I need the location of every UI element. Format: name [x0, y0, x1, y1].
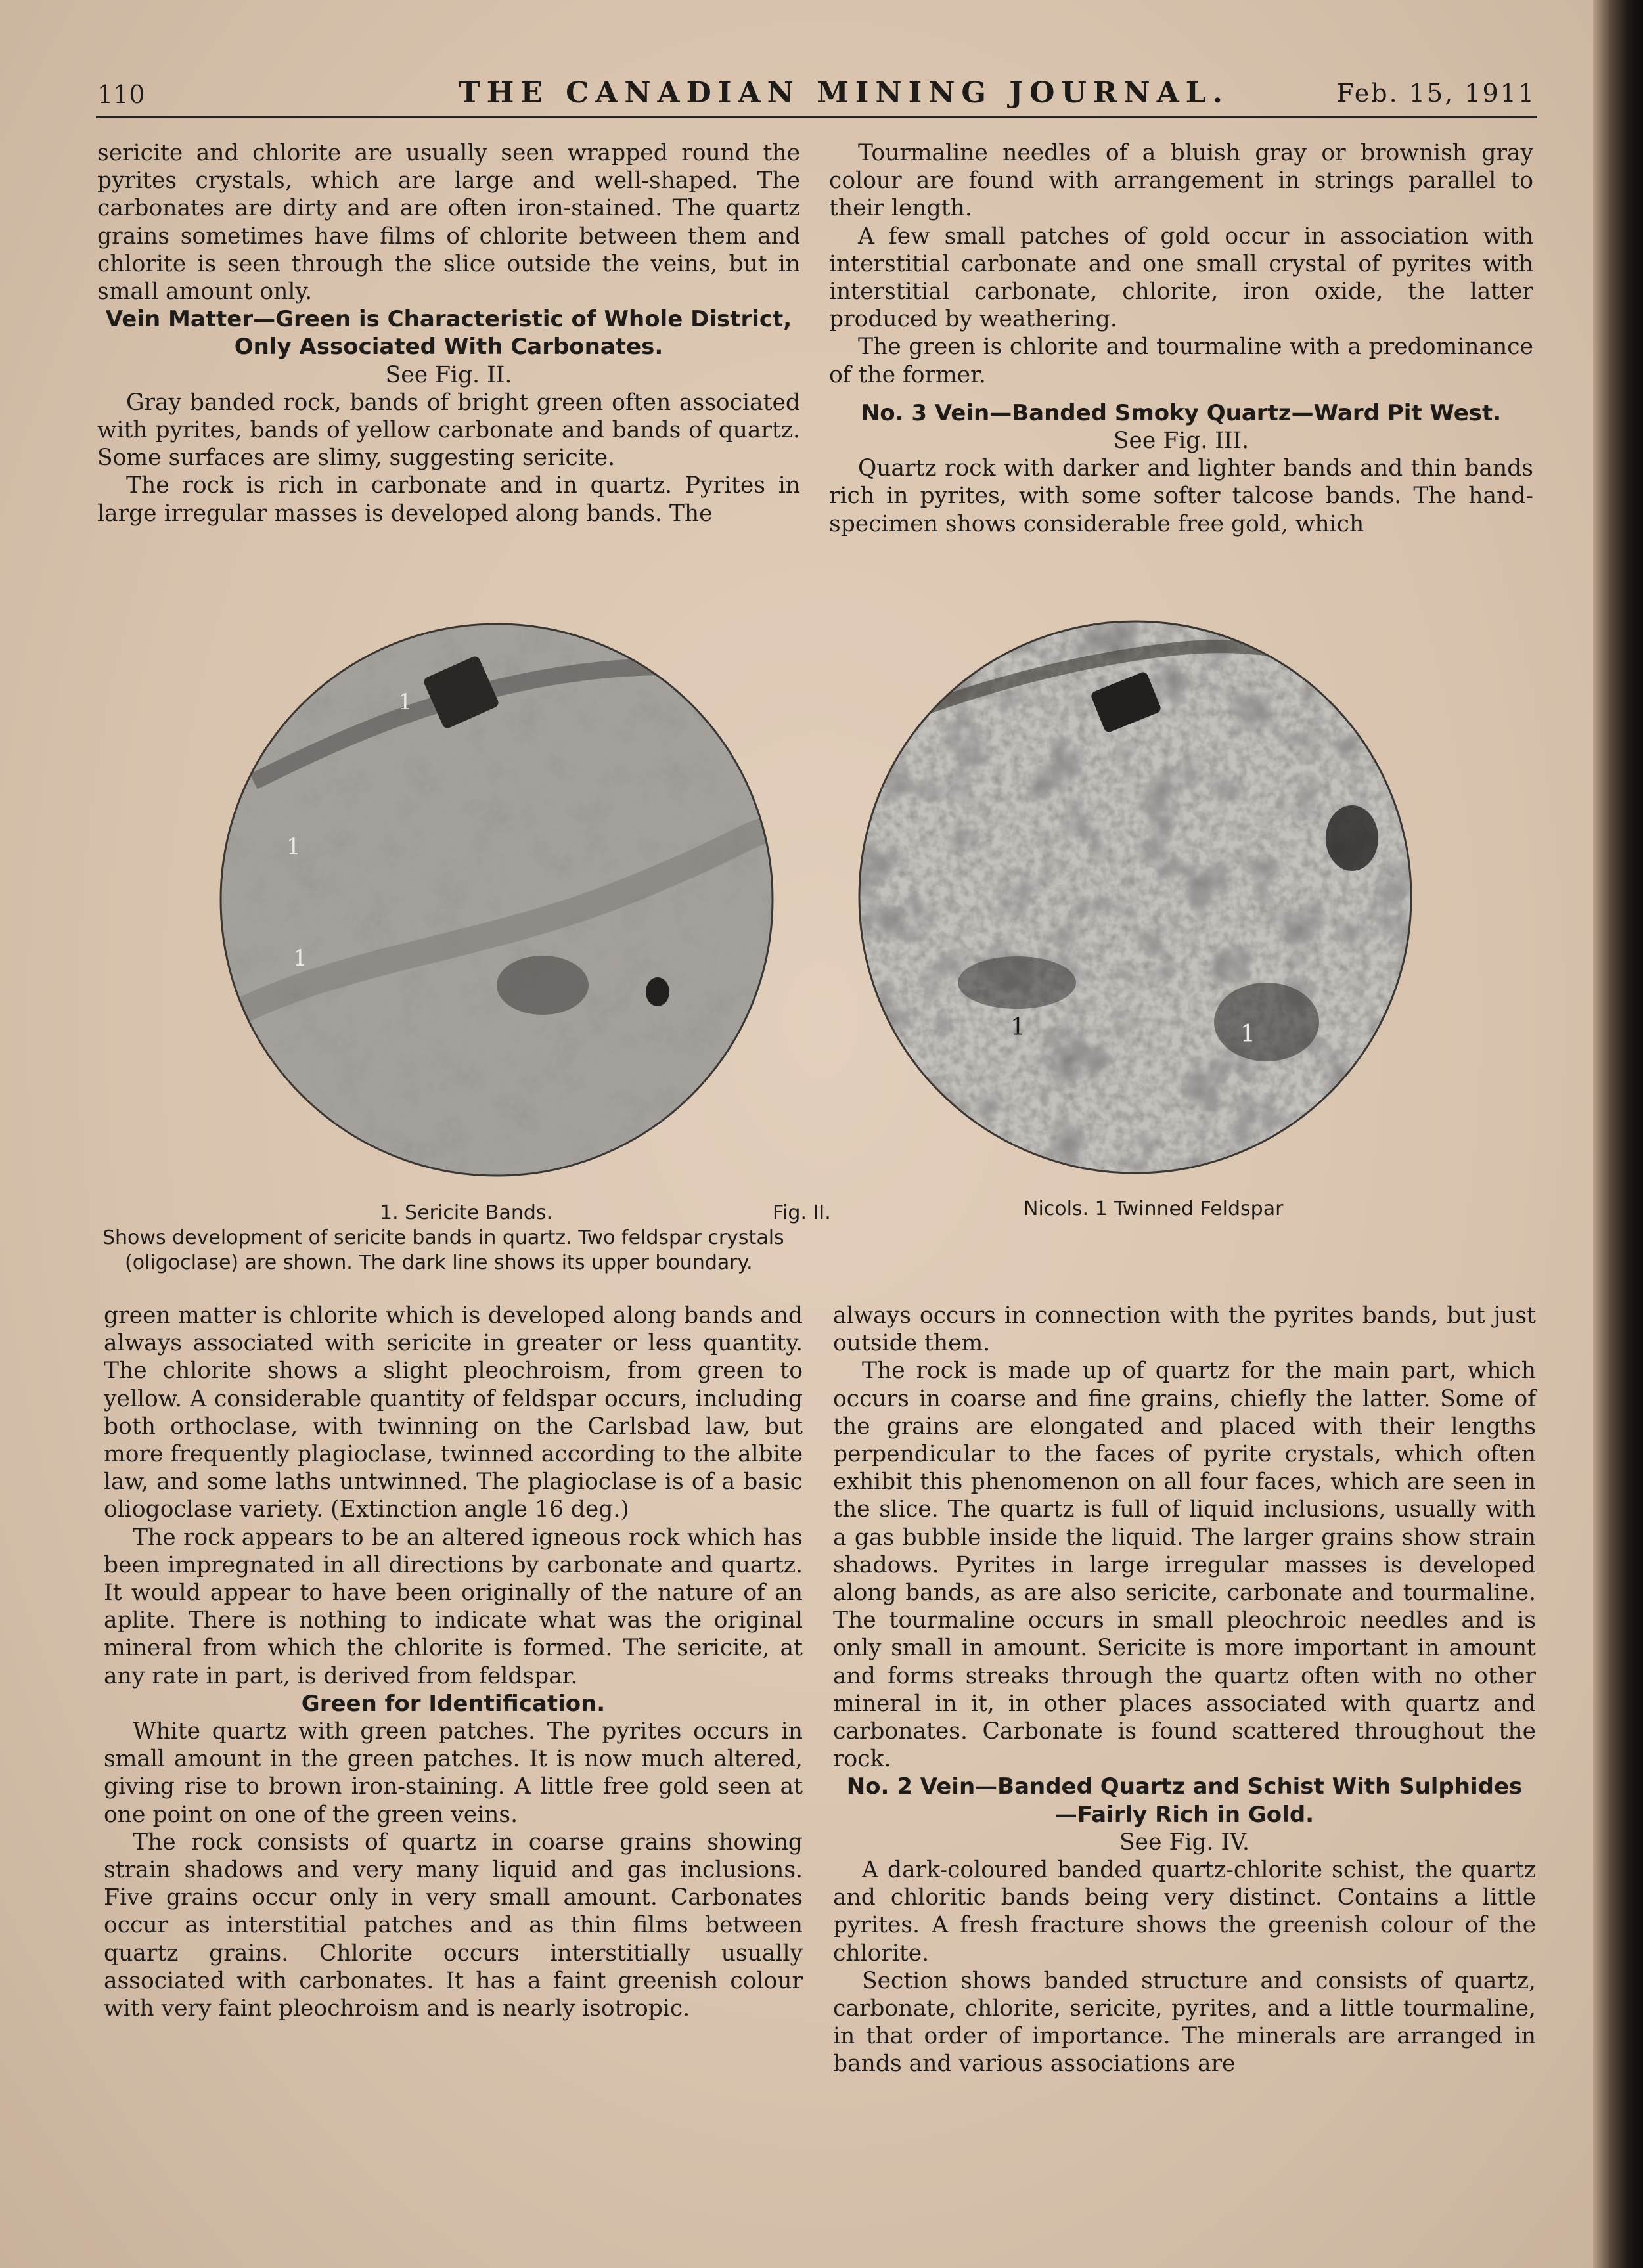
top-right-column	[829, 139, 1533, 538]
paragraph: The rock consists of quartz in coarse grains showing strain shadows and very many liquid and gas inclusions. Five grains occur only in very small amount. Carbonates occur as interstitial patches and as thin films between quartz grains. Chlorite occurs interstitially usually associated with carbonates. It has a faint greenish colour with very faint pleochroism and is nearly isotropic.	[104, 1829, 803, 2022]
header-rule	[96, 116, 1537, 118]
section-heading: No. 3 Vein—Banded Smoky Quartz—Ward Pit West.	[861, 399, 1502, 426]
paragraph: green matter is chlorite which is developed along bands and always associated with sericite in greater or less quantity. The chlorite shows a slight pleochroism, from green to yellow. A considerable quantity of feldspar occurs, including both orthoclase, with twinning on the Carlsbad law, but more frequently plagioclase, twinned according to the albite law, and some laths untwinned. The plagioclase is of a basic oliogoclase variety. (Extinction angle 16 deg.)	[104, 1302, 803, 1523]
journal-title: THE CANADIAN MINING JOURNAL.	[459, 76, 1229, 110]
paragraph: always occurs in connection with the pyrites bands, but just outside them.	[833, 1302, 1536, 1357]
paragraph: The rock is rich in carbonate and in quartz. Pyrites in large irregular masses is developed along bands. The	[97, 472, 800, 527]
top-left-column	[97, 139, 800, 527]
paragraph: Tourmaline needles of a bluish gray or brownish gray colour are found with arrangement in strings parallel to their length.	[829, 140, 1533, 222]
section-heading: No. 2 Vein—Banded Quartz and Schist With Sulphides —Fairly Rich in Gold.	[846, 1773, 1523, 1828]
figure-caption-text: (oligoclase) are shown. The dark line shows its upper boundary.	[125, 1251, 753, 1274]
paragraph: Section shows banded structure and consists of quartz, carbonate, chlorite, sericite, pyrites, and a little tourmaline, in that order of importance. The minerals are arranged in bands and various associations are	[833, 1967, 1536, 2078]
bottom-left-column	[104, 1302, 803, 2022]
micrograph-nicols	[853, 615, 1418, 1180]
section-heading: Vein Matter—Green is Characteristic of Whole District, Only Associated With Carbonates.	[105, 306, 792, 361]
figure-caption-text: Shows development of sericite bands in quartz. Two feldspar crystals	[102, 1226, 784, 1249]
mineral-label: 1	[293, 945, 307, 971]
paragraph: White quartz with green patches. The pyrites occurs in small amount in the green patches. It is now much altered, giving rise to brown iron-staining. A little free gold seen at one point on one of the green veins.	[104, 1718, 803, 1828]
paragraph: sericite and chlorite are usually seen wrapped round the pyrites crystals, which are large and well-shaped. The carbonates are dirty and are often iron-stained. The quartz grains sometimes have films of chlorite between them and chlorite is seen through the slice outside the veins, but in small amount only.	[97, 140, 800, 305]
mineral-label: 1	[1010, 1014, 1025, 1041]
paragraph: A few small patches of gold occur in association with interstitial carbonate and one small crystal of pyrites with interstitial carbonate, chlorite, iron oxide, the latter produced by weathering.	[829, 223, 1533, 333]
paragraph: Quartz rock with darker and lighter bands and thin bands rich in pyrites, with some softer talcose bands. The hand-specimen shows considerable free gold, which	[829, 455, 1533, 537]
issue-date: Feb. 15, 1911	[1336, 79, 1536, 108]
figure-reference: See Fig. IV.	[1119, 1829, 1249, 1856]
figure-caption-label: 1. Sericite Bands.	[380, 1201, 553, 1224]
paragraph: The rock is made up of quartz for the main part, which occurs in coarse and fine grains, chiefly the latter. Some of the grains are elongated and placed with their lengths perpendicular to the faces of pyrite crystals, which often exhibit this phenomenon on all four faces, which are seen in the slice. The quartz is full of liquid inclusions, usually with a gas bubble inside the liquid. The larger grains show strain shadows. Pyrites in large irregular masses is developed along bands, as are also sericite, carbonate and tourmaline. The tourmaline occurs in small pleochroic needles and is only small in amount. Sericite is more important in amount and forms streaks through the quartz often with no other mineral in it, in other places associated with quartz and carbonates. Carbonate is found scattered throughout the rock.	[833, 1358, 1536, 1773]
page-number: 110	[97, 80, 145, 109]
paragraph: The green is chlorite and tourmaline with a predominance of the former.	[829, 334, 1533, 388]
figure-reference: See Fig. II.	[385, 361, 512, 388]
figure-caption-number: Fig. II.	[773, 1201, 831, 1224]
running-header	[97, 71, 1536, 110]
section-heading: Green for Identification.	[301, 1690, 606, 1717]
figure-caption-nicols: Nicols. 1 Twinned Feldspar	[1024, 1197, 1284, 1220]
figure-reference: See Fig. III.	[1113, 428, 1249, 455]
mineral-label: 1	[286, 834, 301, 860]
paragraph: Gray banded rock, bands of bright green often associated with pyrites, bands of yellow carbonate and bands of quartz. Some surfaces are slimy, suggesting sericite.	[97, 389, 800, 472]
mineral-label: 1	[398, 689, 413, 715]
book-spine-edge	[1593, 0, 1643, 2268]
mineral-label: 1	[1240, 1021, 1255, 1048]
micrograph-figure-ii	[214, 617, 779, 1182]
paragraph: The rock appears to be an altered igneous rock which has been impregnated in all directions by carbonate and quartz. It would appear to have been originally of the nature of an aplite. There is nothing to indicate what was the original mineral from which the chlorite is formed. The sericite, at any rate in part, is derived from feldspar.	[104, 1524, 803, 1689]
paragraph: A dark-coloured banded quartz-chlorite schist, the quartz and chloritic bands being very distinct. Contains a little pyrites. A fresh fracture shows the greenish colour of the chlorite.	[833, 1857, 1536, 1967]
bottom-right-column	[833, 1302, 1536, 2078]
